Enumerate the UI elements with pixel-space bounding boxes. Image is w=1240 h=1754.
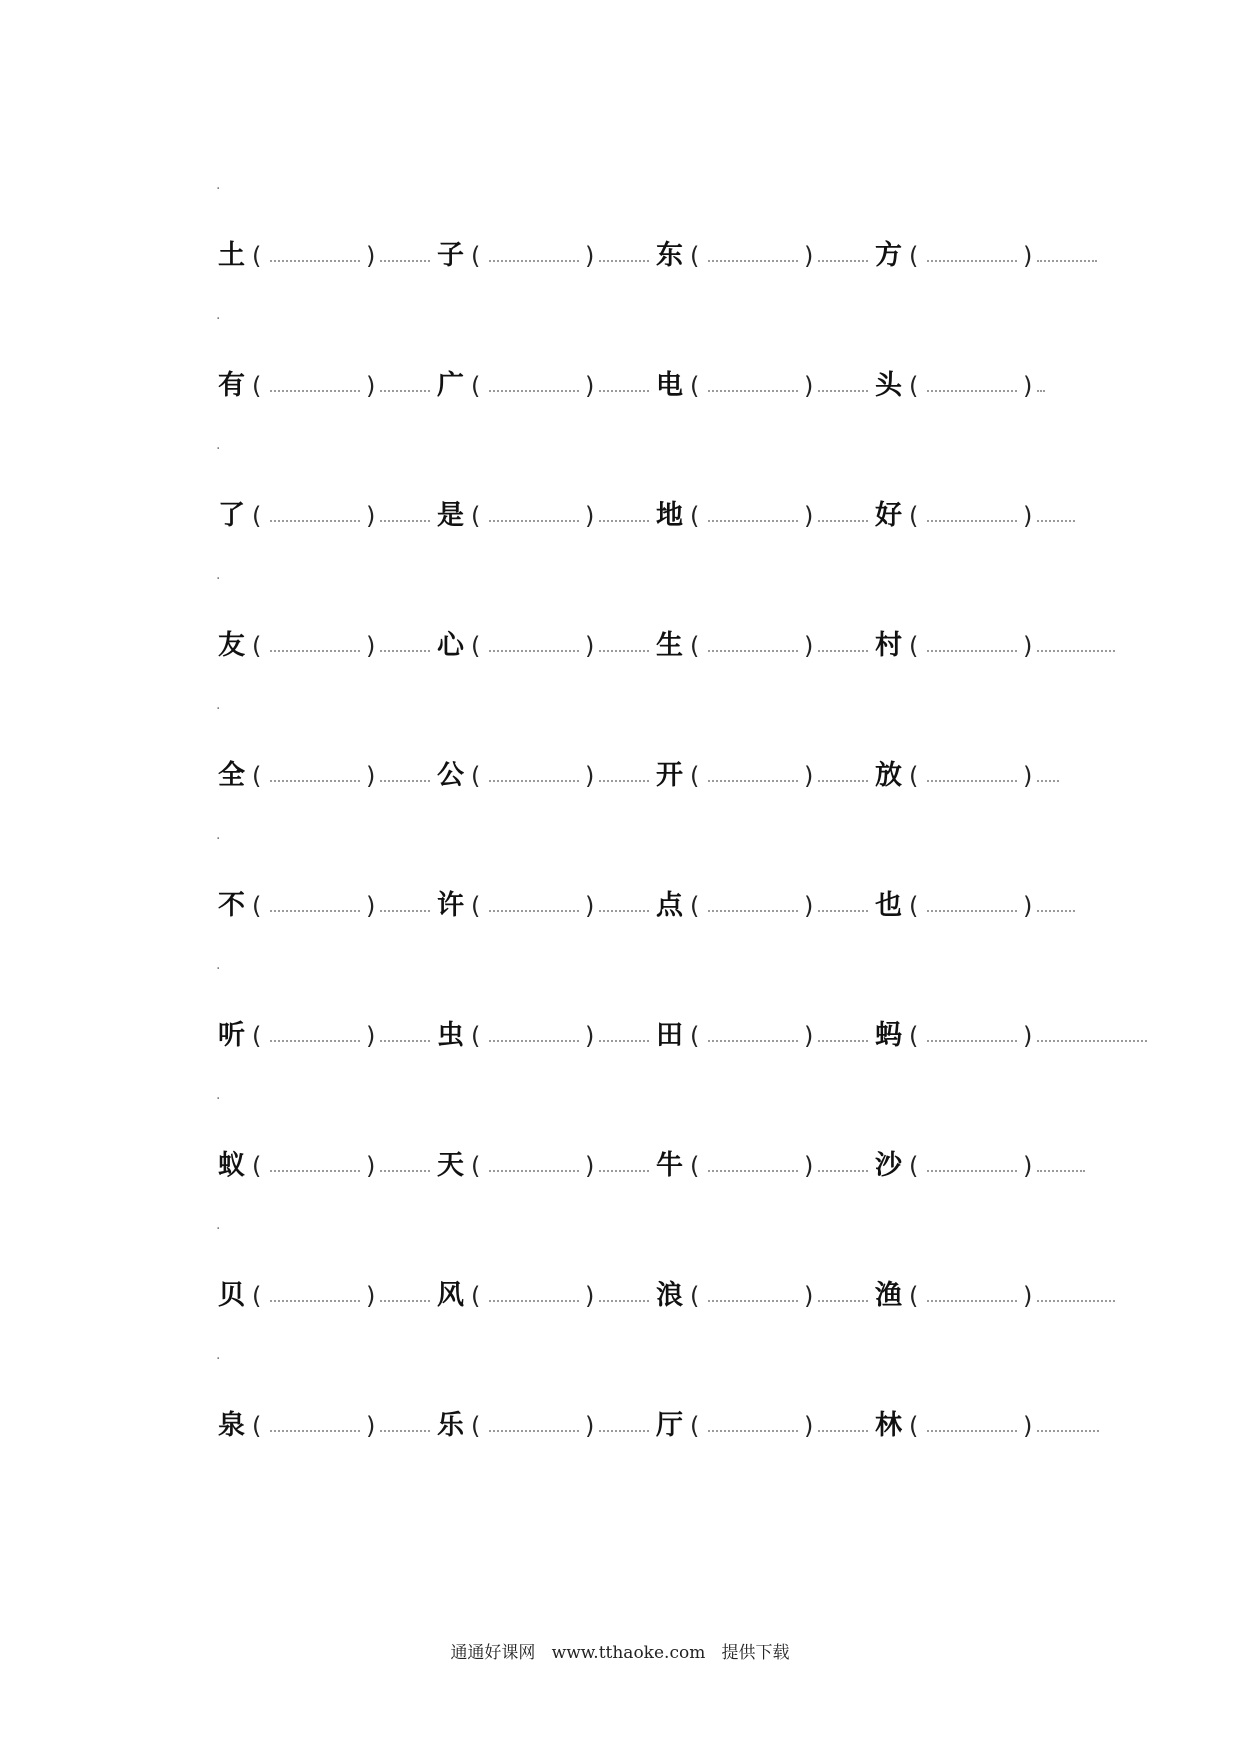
- open-bracket: (: [690, 762, 700, 790]
- footer-credit: [0, 1638, 1240, 1663]
- prompt-character: 许: [437, 890, 464, 921]
- prompt-character: 沙: [875, 1150, 902, 1181]
- dotted-spacer: [380, 1036, 430, 1042]
- open-bracket: (: [909, 1412, 919, 1440]
- prompt-character: 也: [875, 890, 902, 921]
- prompt-character: 是: [437, 500, 464, 531]
- dotted-spacer: [599, 1166, 649, 1172]
- word-item: [875, 1008, 1105, 1068]
- close-bracket: ): [585, 1152, 595, 1180]
- exercise-row: [0, 311, 1240, 418]
- answer-blank[interactable]: [489, 1166, 579, 1172]
- prompt-character: 浪: [656, 1280, 683, 1311]
- close-bracket: ): [804, 242, 814, 270]
- open-bracket: (: [471, 632, 481, 660]
- dotted-spacer: [1037, 1166, 1085, 1172]
- close-bracket: ): [1023, 502, 1033, 530]
- dotted-spacer: [599, 776, 649, 782]
- dotted-spacer: [818, 256, 868, 262]
- prompt-character: 东: [656, 240, 683, 271]
- dotted-spacer: [1037, 1426, 1099, 1432]
- answer-blank[interactable]: [489, 1036, 579, 1042]
- close-bracket: ): [366, 1152, 376, 1180]
- scan-dot-mark: ·: [216, 441, 221, 457]
- dotted-spacer: [599, 906, 649, 912]
- prompt-character: 广: [437, 370, 464, 401]
- close-bracket: ): [1023, 762, 1033, 790]
- close-bracket: ): [585, 892, 595, 920]
- prompt-character: 点: [656, 890, 683, 921]
- answer-blank[interactable]: [270, 256, 360, 262]
- word-item: [656, 1138, 886, 1198]
- close-bracket: ): [585, 762, 595, 790]
- open-bracket: (: [252, 1022, 262, 1050]
- close-bracket: ): [804, 762, 814, 790]
- word-item: [437, 358, 667, 418]
- answer-blank[interactable]: [270, 906, 360, 912]
- dotted-spacer: [380, 386, 430, 392]
- answer-blank[interactable]: [708, 1426, 798, 1432]
- close-bracket: ): [366, 502, 376, 530]
- prompt-character: 村: [875, 630, 902, 661]
- word-item: [656, 1008, 886, 1068]
- word-item: [437, 1138, 667, 1198]
- close-bracket: ): [1023, 1152, 1033, 1180]
- dotted-spacer: [599, 386, 649, 392]
- open-bracket: (: [690, 372, 700, 400]
- scan-dot-mark: ·: [216, 571, 221, 587]
- exercise-row: [0, 571, 1240, 678]
- scan-dot-mark: ·: [216, 1091, 221, 1107]
- scan-dot-mark: ·: [216, 1351, 221, 1367]
- answer-blank[interactable]: [708, 1296, 798, 1302]
- prompt-character: 蚂: [875, 1020, 902, 1051]
- dotted-spacer: [599, 516, 649, 522]
- dotted-spacer: [380, 906, 430, 912]
- dotted-spacer: [818, 1036, 868, 1042]
- answer-blank[interactable]: [270, 1166, 360, 1172]
- prompt-character: 友: [218, 630, 245, 661]
- open-bracket: (: [690, 1412, 700, 1440]
- word-item: [656, 878, 886, 938]
- word-item: [875, 1138, 1105, 1198]
- open-bracket: (: [690, 892, 700, 920]
- open-bracket: (: [252, 1282, 262, 1310]
- word-item: [218, 228, 448, 288]
- answer-blank[interactable]: [270, 646, 360, 652]
- close-bracket: ): [366, 1022, 376, 1050]
- answer-blank[interactable]: [927, 386, 1017, 392]
- word-item: [875, 1268, 1105, 1328]
- prompt-character: 牛: [656, 1150, 683, 1181]
- answer-blank[interactable]: [489, 906, 579, 912]
- close-bracket: ): [804, 502, 814, 530]
- open-bracket: (: [471, 372, 481, 400]
- answer-blank[interactable]: [708, 776, 798, 782]
- prompt-character: 听: [218, 1020, 245, 1051]
- word-item: [218, 878, 448, 938]
- answer-blank[interactable]: [270, 386, 360, 392]
- word-item: [875, 618, 1105, 678]
- prompt-character: 放: [875, 760, 902, 791]
- dotted-spacer: [380, 1166, 430, 1172]
- word-item: [656, 1268, 886, 1328]
- close-bracket: ): [1023, 632, 1033, 660]
- open-bracket: (: [471, 242, 481, 270]
- prompt-character: 天: [437, 1150, 464, 1181]
- open-bracket: (: [909, 502, 919, 530]
- open-bracket: (: [252, 372, 262, 400]
- close-bracket: ): [1023, 372, 1033, 400]
- prompt-character: 田: [656, 1020, 683, 1051]
- scan-dot-mark: ·: [216, 181, 221, 197]
- answer-blank[interactable]: [708, 386, 798, 392]
- answer-blank[interactable]: [489, 1426, 579, 1432]
- close-bracket: ): [366, 892, 376, 920]
- open-bracket: (: [471, 1282, 481, 1310]
- answer-blank[interactable]: [489, 1296, 579, 1302]
- prompt-character: 全: [218, 760, 245, 791]
- exercise-row: [0, 1351, 1240, 1458]
- exercise-row: [0, 701, 1240, 808]
- open-bracket: (: [690, 502, 700, 530]
- scan-dot-mark: ·: [216, 831, 221, 847]
- word-item: [218, 748, 448, 808]
- exercise-row: [0, 1221, 1240, 1328]
- answer-blank[interactable]: [708, 516, 798, 522]
- dotted-spacer: [818, 516, 868, 522]
- prompt-character: 好: [875, 500, 902, 531]
- prompt-character: 生: [656, 630, 683, 661]
- close-bracket: ): [585, 1022, 595, 1050]
- prompt-character: 公: [437, 760, 464, 791]
- open-bracket: (: [909, 372, 919, 400]
- prompt-character: 蚁: [218, 1150, 245, 1181]
- dotted-spacer: [599, 256, 649, 262]
- prompt-character: 开: [656, 760, 683, 791]
- footer-site-name: 通通好课网: [450, 1643, 536, 1663]
- open-bracket: (: [471, 1412, 481, 1440]
- word-item: [218, 618, 448, 678]
- prompt-character: 地: [656, 500, 683, 531]
- close-bracket: ): [1023, 242, 1033, 270]
- word-item: [218, 1398, 448, 1458]
- answer-blank[interactable]: [927, 776, 1017, 782]
- close-bracket: ): [585, 242, 595, 270]
- dotted-spacer: [818, 1296, 868, 1302]
- close-bracket: ): [1023, 892, 1033, 920]
- close-bracket: ): [366, 632, 376, 660]
- dotted-spacer: [818, 1426, 868, 1432]
- answer-blank[interactable]: [270, 1296, 360, 1302]
- open-bracket: (: [690, 1022, 700, 1050]
- open-bracket: (: [909, 1282, 919, 1310]
- open-bracket: (: [471, 762, 481, 790]
- close-bracket: ): [366, 242, 376, 270]
- prompt-character: 乐: [437, 1410, 464, 1441]
- answer-blank[interactable]: [270, 1426, 360, 1432]
- dotted-spacer: [380, 646, 430, 652]
- answer-blank[interactable]: [489, 386, 579, 392]
- dotted-spacer: [599, 1426, 649, 1432]
- word-item: [656, 748, 886, 808]
- prompt-character: 风: [437, 1280, 464, 1311]
- open-bracket: (: [471, 892, 481, 920]
- word-item: [875, 748, 1105, 808]
- close-bracket: ): [804, 632, 814, 660]
- exercise-row: [0, 441, 1240, 548]
- open-bracket: (: [252, 242, 262, 270]
- exercise-row: [0, 1091, 1240, 1198]
- close-bracket: ): [804, 1022, 814, 1050]
- close-bracket: ): [804, 1412, 814, 1440]
- open-bracket: (: [471, 502, 481, 530]
- prompt-character: 土: [218, 240, 245, 271]
- word-item: [875, 1398, 1105, 1458]
- prompt-character: 了: [218, 500, 245, 531]
- answer-blank[interactable]: [489, 256, 579, 262]
- prompt-character: 林: [875, 1410, 902, 1441]
- prompt-character: 心: [437, 630, 464, 661]
- exercise-row: [0, 181, 1240, 288]
- dotted-spacer: [380, 1296, 430, 1302]
- answer-blank[interactable]: [927, 1036, 1017, 1042]
- answer-blank[interactable]: [927, 1296, 1017, 1302]
- prompt-character: 有: [218, 370, 245, 401]
- footer-suffix: 提供下载: [721, 1643, 790, 1663]
- close-bracket: ): [366, 372, 376, 400]
- dotted-spacer: [818, 906, 868, 912]
- scan-dot-mark: ·: [216, 701, 221, 717]
- word-item: [875, 488, 1105, 548]
- answer-blank[interactable]: [489, 516, 579, 522]
- word-item: [656, 618, 886, 678]
- close-bracket: ): [804, 892, 814, 920]
- exercise-row: [0, 961, 1240, 1068]
- close-bracket: ): [1023, 1412, 1033, 1440]
- word-item: [656, 488, 886, 548]
- answer-blank[interactable]: [489, 646, 579, 652]
- answer-blank[interactable]: [489, 776, 579, 782]
- answer-blank[interactable]: [927, 646, 1017, 652]
- prompt-character: 子: [437, 240, 464, 271]
- close-bracket: ): [804, 372, 814, 400]
- prompt-character: 渔: [875, 1280, 902, 1311]
- word-item: [656, 358, 886, 418]
- open-bracket: (: [471, 1022, 481, 1050]
- dotted-spacer: [1037, 776, 1059, 782]
- close-bracket: ): [585, 372, 595, 400]
- dotted-spacer: [1037, 516, 1075, 522]
- answer-blank[interactable]: [927, 1166, 1017, 1172]
- word-item: [437, 228, 667, 288]
- word-item: [218, 1268, 448, 1328]
- word-item: [437, 618, 667, 678]
- footer-url: www.tthaoke.com: [551, 1643, 706, 1663]
- open-bracket: (: [909, 1152, 919, 1180]
- word-item: [218, 358, 448, 418]
- close-bracket: ): [1023, 1022, 1033, 1050]
- close-bracket: ): [585, 632, 595, 660]
- prompt-character: 贝: [218, 1280, 245, 1311]
- close-bracket: ): [804, 1152, 814, 1180]
- dotted-spacer: [1037, 256, 1097, 262]
- word-item: [218, 1138, 448, 1198]
- answer-blank[interactable]: [927, 906, 1017, 912]
- answer-blank[interactable]: [708, 906, 798, 912]
- dotted-spacer: [380, 1426, 430, 1432]
- open-bracket: (: [471, 1152, 481, 1180]
- prompt-character: 方: [875, 240, 902, 271]
- word-item: [437, 878, 667, 938]
- word-item: [656, 228, 886, 288]
- dotted-spacer: [599, 1036, 649, 1042]
- dotted-spacer: [599, 646, 649, 652]
- dotted-spacer: [818, 776, 868, 782]
- answer-blank[interactable]: [927, 516, 1017, 522]
- prompt-character: 泉: [218, 1410, 245, 1441]
- scan-dot-mark: ·: [216, 1221, 221, 1237]
- open-bracket: (: [909, 1022, 919, 1050]
- word-item: [875, 358, 1105, 418]
- answer-blank[interactable]: [270, 516, 360, 522]
- word-item: [875, 878, 1105, 938]
- answer-blank[interactable]: [708, 1036, 798, 1042]
- open-bracket: (: [690, 1282, 700, 1310]
- prompt-character: 电: [656, 370, 683, 401]
- close-bracket: ): [585, 502, 595, 530]
- scan-dot-mark: ·: [216, 311, 221, 327]
- open-bracket: (: [252, 632, 262, 660]
- word-item: [437, 1008, 667, 1068]
- dotted-spacer: [818, 1166, 868, 1172]
- dotted-spacer: [380, 256, 430, 262]
- close-bracket: ): [366, 1282, 376, 1310]
- dotted-spacer: [1037, 1036, 1147, 1042]
- answer-blank[interactable]: [270, 1036, 360, 1042]
- word-item: [218, 1008, 448, 1068]
- open-bracket: (: [252, 1152, 262, 1180]
- word-item: [437, 748, 667, 808]
- dotted-spacer: [818, 646, 868, 652]
- prompt-character: 虫: [437, 1020, 464, 1051]
- word-item: [218, 488, 448, 548]
- scan-dot-mark: ·: [216, 961, 221, 977]
- prompt-character: 头: [875, 370, 902, 401]
- dotted-spacer: [1037, 386, 1045, 392]
- dotted-spacer: [599, 1296, 649, 1302]
- word-item: [437, 1398, 667, 1458]
- open-bracket: (: [252, 502, 262, 530]
- close-bracket: ): [804, 1282, 814, 1310]
- open-bracket: (: [690, 632, 700, 660]
- answer-blank[interactable]: [927, 256, 1017, 262]
- open-bracket: (: [909, 632, 919, 660]
- dotted-spacer: [818, 386, 868, 392]
- answer-blank[interactable]: [927, 1426, 1017, 1432]
- close-bracket: ): [1023, 1282, 1033, 1310]
- exercise-row: [0, 831, 1240, 938]
- dotted-spacer: [380, 776, 430, 782]
- answer-blank[interactable]: [708, 1166, 798, 1172]
- answer-blank[interactable]: [708, 256, 798, 262]
- dotted-spacer: [380, 516, 430, 522]
- open-bracket: (: [252, 762, 262, 790]
- close-bracket: ): [366, 762, 376, 790]
- close-bracket: ): [585, 1282, 595, 1310]
- open-bracket: (: [909, 892, 919, 920]
- dotted-spacer: [1037, 906, 1075, 912]
- close-bracket: ): [585, 1412, 595, 1440]
- answer-blank[interactable]: [708, 646, 798, 652]
- word-item: [875, 228, 1105, 288]
- open-bracket: (: [909, 242, 919, 270]
- prompt-character: 厅: [656, 1410, 683, 1441]
- dotted-spacer: [1037, 646, 1115, 652]
- close-bracket: ): [366, 1412, 376, 1440]
- open-bracket: (: [690, 242, 700, 270]
- prompt-character: 不: [218, 890, 245, 921]
- word-item: [437, 488, 667, 548]
- open-bracket: (: [909, 762, 919, 790]
- answer-blank[interactable]: [270, 776, 360, 782]
- open-bracket: (: [252, 1412, 262, 1440]
- word-item: [437, 1268, 667, 1328]
- open-bracket: (: [690, 1152, 700, 1180]
- open-bracket: (: [252, 892, 262, 920]
- dotted-spacer: [1037, 1296, 1115, 1302]
- word-item: [656, 1398, 886, 1458]
